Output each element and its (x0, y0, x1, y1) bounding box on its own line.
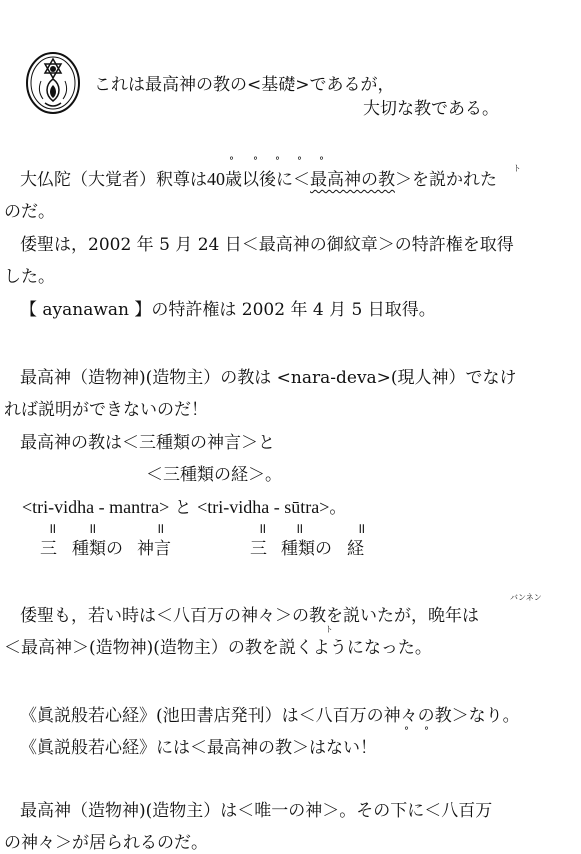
p5-bannen: 晩年 (428, 606, 462, 626)
p5-toku: 説 (278, 638, 296, 658)
p5-line2a: ＜最高神＞(造物神)(造物主）の教を (4, 638, 279, 658)
paragraph-2-line-2: した。 (4, 267, 55, 287)
p1-highlight: 最高神の教 (310, 170, 395, 190)
emphasis-dots: ° (404, 726, 409, 737)
equal-mark: ॥ (88, 521, 97, 537)
equal-mark: ॥ (258, 521, 267, 537)
equal-mark: ॥ (156, 521, 165, 537)
emphasis-dots: ° (229, 156, 234, 167)
paragraph-5-line-2 (4, 637, 432, 659)
emphasis-dots: ° (297, 156, 302, 167)
p6-line2a: 《眞説般若心経》には＜最高神の教＞は (20, 738, 326, 758)
paragraph-4-line-3: 最高神の教は＜三種類の神言＞と (20, 433, 275, 453)
ruby-to: ト (513, 164, 521, 173)
equal-mark: ॥ (295, 521, 304, 537)
p1-d: 説 (429, 170, 446, 190)
paragraph-5-line-1 (20, 605, 479, 627)
paragraph-7-line-2: の神々＞が居られるのだ。 (4, 833, 208, 853)
gloss-shingon: 神言 (137, 539, 171, 559)
p1-c: ＞を (395, 170, 429, 190)
emphasis-dots: ° (275, 156, 280, 167)
equal-mark: ॥ (357, 521, 366, 537)
p5-line2b: くようになった。 (295, 638, 432, 658)
p1-a: 大仏陀（大覚者）釈尊は (20, 170, 207, 190)
p6-line2b: ！ (360, 738, 377, 758)
gloss-kyo: 経 (347, 539, 364, 559)
p1-e: かれた (446, 170, 497, 190)
p5-line1a: 倭聖も，若い時は＜八百万の神々＞の教を説いたが， (20, 606, 428, 626)
ruby-to-2: ト (325, 625, 333, 634)
mantra-left: <tri-vidha - mantra> (22, 497, 170, 517)
gloss-shurui-1: 種類の (72, 539, 123, 559)
p1-age: 歳以後 (225, 170, 276, 190)
paragraph-6-line-1: 《眞説般若心経》(池田書店発刊）は＜八百万の神々の教＞なり。 (20, 706, 520, 726)
paragraph-1-line-2: のだ。 (4, 202, 55, 222)
gloss-san-2: 三 (250, 539, 267, 559)
equal-mark: ॥ (48, 521, 57, 537)
gloss-san-1: 三 (40, 539, 57, 559)
header-line-2: 大切な教である。 (363, 99, 499, 119)
sacred-emblem-icon (25, 51, 81, 115)
mantra-right: <tri-vidha - sūtra> (197, 497, 330, 517)
mantra-and: と (174, 498, 192, 518)
paragraph-4-line-2: れば説明ができないのだ！ (4, 400, 208, 420)
paragraph-4-line-1: 最高神（造物神)(造物主）の教は <nara-deva>(現人神）でなけ (20, 368, 517, 388)
gloss-shurui-2: 種類の (281, 539, 332, 559)
emphasis-dots: ° (424, 726, 429, 737)
mantra-end: 。 (329, 498, 347, 518)
paragraph-4-line-4: ＜三種類の経＞。 (146, 465, 282, 485)
emphasis-dots: ° (253, 156, 258, 167)
paragraph-2-line-1: 倭聖は，2002 年 5 月 24 日＜最高神の御紋章＞の特許権を取得 (20, 235, 514, 255)
paragraph-1-line-1 (20, 168, 497, 191)
ruby-bannen: バンネン (510, 593, 542, 602)
paragraph-3-line-1: 【 ayanawan 】の特許権は 2002 年 4 月 5 日取得。 (20, 300, 436, 320)
p1-b: に＜ (276, 170, 310, 190)
paragraph-7-line-1: 最高神（造物神)(造物主）は＜唯一の神＞。その下に＜八百万 (20, 801, 493, 821)
p6-nai: ない (326, 738, 360, 758)
p1-number: 40 (207, 169, 225, 189)
p5-line1b: は (462, 606, 479, 626)
mantra-line (22, 496, 346, 519)
emphasis-dots: ° (319, 156, 324, 167)
paragraph-6-line-2 (20, 737, 377, 759)
header-line-1: これは最高神の教の<基礎>であるが， (94, 75, 395, 95)
